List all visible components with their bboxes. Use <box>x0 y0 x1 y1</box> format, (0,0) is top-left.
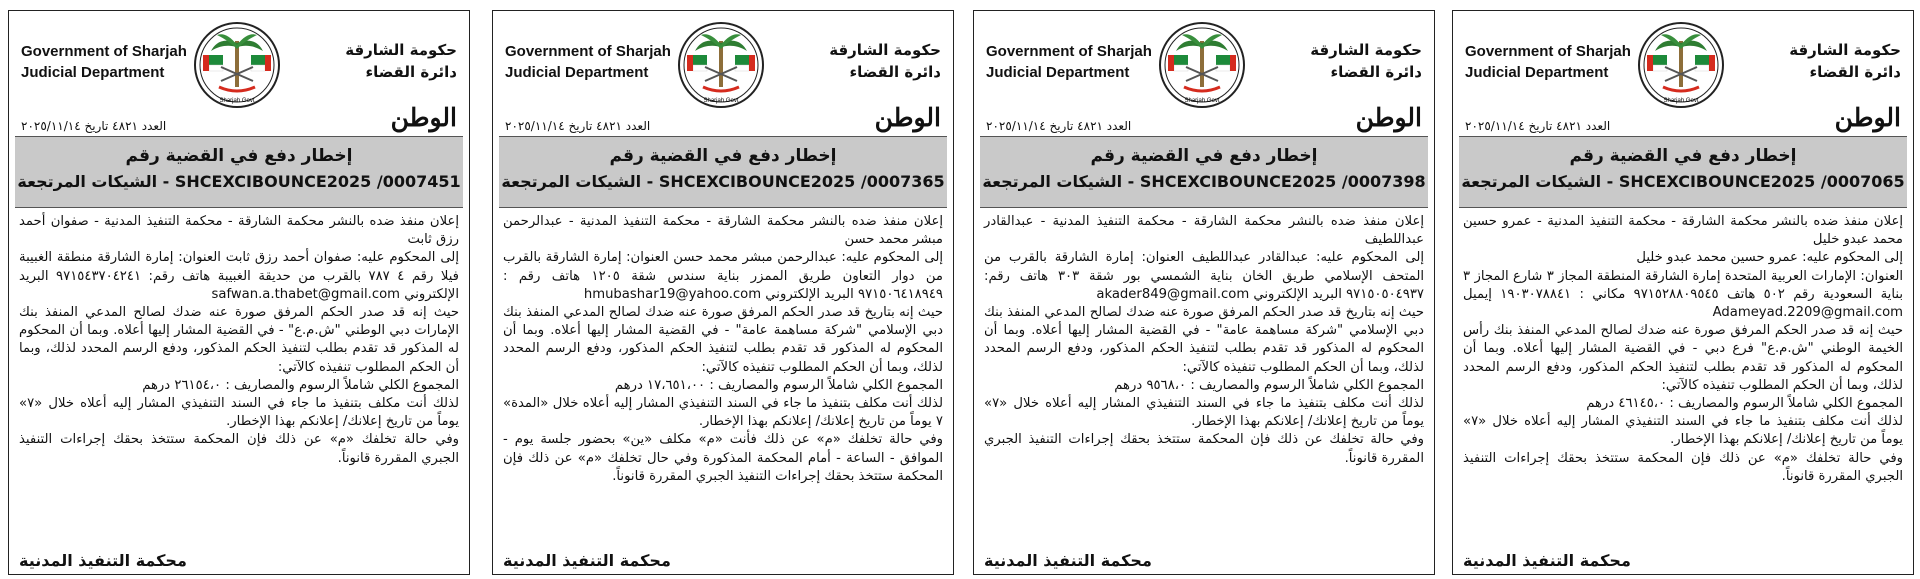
notice-para-judgment: حيث إنه قد صدر الحكم المرفق صورة عنه ضدك لصالح المدعي المنفذ بنك رأس الخيمة الوطني "ش.م.ع" فرع دبي - في القضية المشار إليها أعلاه. وبما أن المحكوم له المذكور قد تقدم بطلب لتنفيذ الحكم المذكور، ودفع الرسم المحدد لذلك، وبما أن الحكم المطلوب تنفيذه كالآتي: <box>1463 323 1903 393</box>
emblem-caption: Sharjah Govt <box>219 98 255 104</box>
newspaper-name: الوطن <box>1355 103 1422 132</box>
notice-para-address: العنوان: الإمارات العربية المتحدة إمارة الشارقة المنطقة المجاز ٣ شارع المجاز ٣ بناية السعودية رقم ٥٠٢ هاتف ٩٧١٥٢٨٨٠٩٥٤٥ مكاني : ١٩٠٣٠٧٨٨٤١ إيميل Adameyad.2209@gmail.com <box>1463 268 1904 321</box>
notice-title-bar <box>499 136 947 208</box>
notice-body <box>1453 208 1913 538</box>
gov-en-name <box>1465 41 1635 83</box>
notice-header <box>974 11 1434 136</box>
issue-date: العدد ٤٨٢١ تاريخ ٢٠٢٥/١١/١٤ <box>1465 119 1611 133</box>
notice-body <box>974 208 1434 538</box>
case-number: SHCEXCIBOUNCE2025 /0007451 - الشيكات المرتجعة <box>17 172 461 191</box>
notice-title-bar <box>15 136 463 208</box>
gov-ar-line2: دائرة القضاء <box>1809 63 1901 81</box>
notice-title-bar <box>1459 136 1907 208</box>
gov-ar-name <box>1736 39 1901 83</box>
case-number: SHCEXCIBOUNCE2025 /0007065 - الشيكات المرتجعة <box>1461 172 1905 191</box>
gov-ar-line1: حكومة الشارقة <box>1310 41 1422 59</box>
notice-para-defendant: إلى المحكوم عليه: عمرو حسين محمد عبدو خليل <box>1636 250 1903 266</box>
notice-title: إخطار دفع في القضية رقم <box>1090 146 1318 166</box>
notice-para-enforcement: وفي حالة تخلفك «م» عن ذلك فأنت «م» مكلف «ين» بحضور جلسة يوم - الموافق - الساعة - أمام المحكمة المذكورة وفي حال تخلفك «م» عن ذلك فإن المحكمة ستتخذ بحقك إجراءات التنفيذ الجبري المقررة قانوناً. <box>503 432 943 484</box>
gov-ar-line2: دائرة القضاء <box>365 63 457 81</box>
court-signature: محكمة التنفيذ المدنية <box>19 551 187 570</box>
notice-para-intro: إعلان منفذ ضده بالنشر محكمة الشارقة - محكمة التنفيذ المدنية - عمرو حسين محمد عبدو خليل <box>1463 214 1903 248</box>
notice-para-intro: إعلان منفذ ضده بالنشر محكمة الشارقة - محكمة التنفيذ المدنية - عبدالقادر عبداللطيف <box>984 214 1424 248</box>
issue-date: العدد ٤٨٢١ تاريخ ٢٠٢٥/١١/١٤ <box>986 119 1132 133</box>
newspaper-name: الوطن <box>874 103 941 132</box>
notice-para-total: المجموع الكلي شاملاً الرسوم والمصاريف : ٩٥٦٨،٠ درهم <box>1114 377 1424 393</box>
notice-para-intro: إعلان منفذ ضده بالنشر محكمة الشارقة - محكمة التنفيذ المدنية - عبدالرحمن مبشر محمد حسن <box>503 214 943 248</box>
case-number: SHCEXCIBOUNCE2025 /0007398 - الشيكات المرتجعة <box>982 172 1426 191</box>
case-number: SHCEXCIBOUNCE2025 /0007365 - الشيكات المرتجعة <box>501 172 945 191</box>
gov-ar-line1: حكومة الشارقة <box>829 41 941 59</box>
court-signature: محكمة التنفيذ المدنية <box>503 551 671 570</box>
notice-para-deadline: لذلك أنت مكلف بتنفيذ ما جاء في السند التنفيذي المشار إليه أعلاه خلال «٧» يوماً من تاريخ إعلانك/ إعلانكم بهذا الإخطار. <box>19 396 459 430</box>
gov-ar-name <box>292 39 457 83</box>
notice-para-defendant: إلى المحكوم عليه: عبدالرحمن مبشر محمد حسن العنوان: إمارة الشارقة بالقرب من دوار التعاون طريق الممزر بناية سندس شقة ١٢٠٥ هاتف رقم : ٩٧١٥٠٦٤١٨٩٤٩ البريد الإلكتروني hmubashar19@yahoo.com <box>503 250 943 302</box>
gov-en-name <box>986 41 1156 83</box>
emblem-caption: Sharjah Govt <box>703 98 739 104</box>
issue-date: العدد ٤٨٢١ تاريخ ٢٠٢٥/١١/١٤ <box>21 119 167 133</box>
emblem-caption: Sharjah Govt <box>1663 98 1699 104</box>
gov-en-name <box>21 41 191 83</box>
notice-header <box>493 11 953 136</box>
notice-para-total: المجموع الكلي شاملاً الرسوم والمصاريف : ١٧،٦٥١،٠٠ درهم <box>614 377 943 393</box>
sharjah-emblem-icon <box>1637 21 1725 109</box>
newspaper-name: الوطن <box>390 103 457 132</box>
notice-title: إخطار دفع في القضية رقم <box>609 146 837 166</box>
notice-header <box>1453 11 1913 136</box>
gov-ar-line2: دائرة القضاء <box>1330 63 1422 81</box>
sharjah-emblem-icon <box>1158 21 1246 109</box>
notice-title: إخطار دفع في القضية رقم <box>125 146 353 166</box>
gov-en-line2: Judicial Department <box>986 64 1130 81</box>
notice-card <box>1452 10 1914 575</box>
notice-para-total: المجموع الكلي شاملاً الرسوم والمصاريف : ٤٦١٤٥،٠ درهم <box>1586 396 1903 412</box>
notice-title-bar <box>980 136 1428 208</box>
notice-para-judgment: حيث إنه بتاريخ قد صدر الحكم المرفق صورة عنه ضدك لصالح المدعي المنفذ بنك دبي الإسلامي "شركة مساهمة عامة" - في القضية المشار إليها أعلاه. وبما أن المحكوم له المذكور قد تقدم بطلب لتنفيذ الحكم المذكور، ودفع الرسم المحدد لذلك، وبما أن الحكم المطلوب تنفيذه كالآتي: <box>984 305 1424 375</box>
notice-para-deadline: لذلك أنت مكلف بتنفيذ ما جاء في السند التنفيذي المشار إليه أعلاه خلال «٧» يوماً من تاريخ إعلانك/ إعلانكم بهذا الإخطار. <box>984 396 1424 430</box>
gov-en-name <box>505 41 675 83</box>
gov-ar-line1: حكومة الشارقة <box>1789 41 1901 59</box>
gov-en-line2: Judicial Department <box>1465 64 1609 81</box>
gov-ar-line1: حكومة الشارقة <box>345 41 457 59</box>
notice-para-enforcement: وفي حالة تخلفك «م» عن ذلك فإن المحكمة ستتخذ بحقك إجراءات التنفيذ الجبري المقررة قانوناً. <box>1463 450 1903 484</box>
gov-en-line1: Government of Sharjah <box>21 43 187 60</box>
gov-en-line1: Government of Sharjah <box>1465 43 1631 60</box>
newspaper-name: الوطن <box>1834 103 1901 132</box>
gov-ar-name <box>776 39 941 83</box>
notice-para-enforcement: وفي حالة تخلفك عن ذلك فإن المحكمة ستتخذ بحقك إجراءات التنفيذ الجبري المقررة قانوناً. <box>984 432 1424 466</box>
court-signature: محكمة التنفيذ المدنية <box>1463 551 1631 570</box>
notice-card <box>973 10 1435 575</box>
gov-en-line1: Government of Sharjah <box>505 43 671 60</box>
notice-para-total: المجموع الكلي شاملاً الرسوم والمصاريف : ٢٦١٥٤،٠ درهم <box>142 377 459 393</box>
notice-para-judgment: حيث إنه بتاريخ قد صدر الحكم المرفق صورة عنه ضدك لصالح المدعي المنفذ بنك دبي الإسلامي "شركة مساهمة عامة" - في القضية المشار إليها أعلاه. وبما أن المحكوم له المذكور قد تقدم بطلب لتنفيذ الحكم المذكور، ودفع الرسم المحدد لذلك، وبما أن الحكم المطلوب تنفيذه كالآتي: <box>503 305 943 375</box>
gov-en-line2: Judicial Department <box>505 64 649 81</box>
sharjah-emblem-icon <box>677 21 765 109</box>
court-signature: محكمة التنفيذ المدنية <box>984 551 1152 570</box>
gov-ar-line2: دائرة القضاء <box>849 63 941 81</box>
notice-para-deadline: لذلك أنت مكلف بتنفيذ ما جاء في السند التنفيذي المشار إليه أعلاه خلال «٧» يوماً من تاريخ إعلانك/ إعلانكم بهذا الإخطار. <box>1463 414 1903 448</box>
notice-para-judgment: حيث إنه قد صدر الحكم المرفق صورة عنه ضدك لصالح المدعي المنفذ بنك الإمارات دبي الوطني "ش.م.ع" - في القضية المشار إليها أعلاه. وبما أن المحكوم له المذكور قد تقدم بطلب لتنفيذ الحكم المذكور، ودفع الرسم المحدد لذلك، وبما أن الحكم المطلوب تنفيذه كالآتي: <box>19 305 459 375</box>
notice-card <box>8 10 470 575</box>
notice-para-deadline: لذلك أنت مكلف بتنفيذ ما جاء في السند التنفيذي المشار إليه أعلاه خلال «المدة» ٧ يوماً من تاريخ إعلانك/ إعلانكم بهذا الإخطار. <box>503 396 943 430</box>
notice-header <box>9 11 469 136</box>
notice-para-intro: إعلان منفذ ضده بالنشر محكمة الشارقة - محكمة التنفيذ المدنية - صفوان أحمد رزق ثابت <box>19 214 459 248</box>
sharjah-emblem-icon <box>193 21 281 109</box>
notice-title: إخطار دفع في القضية رقم <box>1569 146 1797 166</box>
notice-para-defendant: إلى المحكوم عليه: صفوان أحمد رزق ثابت العنوان: إمارة الشارقة منطقة الغبيبة فيلا رقم ٤ ٧٨٧ بالقرب من حديقة الغبيبة هاتف رقم: ٩٧١٥٤٣٧٠٤٢٤١ البريد الإلكتروني safwan.a.thabet@gmail.com <box>19 250 459 302</box>
gov-ar-name <box>1257 39 1422 83</box>
notice-card <box>492 10 954 575</box>
notice-body <box>9 208 469 538</box>
notice-para-enforcement: وفي حالة تخلفك «م» عن ذلك فإن المحكمة ستتخذ بحقك إجراءات التنفيذ الجبري المقررة قانوناً. <box>19 432 459 466</box>
gov-en-line1: Government of Sharjah <box>986 43 1152 60</box>
issue-date: العدد ٤٨٢١ تاريخ ٢٠٢٥/١١/١٤ <box>505 119 651 133</box>
notice-body <box>493 208 953 538</box>
notice-para-defendant: إلى المحكوم عليه: عبدالقادر عبداللطيف العنوان: إمارة الشارقة بالقرب من المتحف الإسلامي طريق الخان بناية الشمسي بور شقة ٣٠٣ هاتف رقم: ٩٧١٥٠٥٠٤٩٣٧ البريد الإلكتروني akader849@gmail.com <box>984 250 1424 302</box>
emblem-caption: Sharjah Govt <box>1184 98 1220 104</box>
gov-en-line2: Judicial Department <box>21 64 165 81</box>
